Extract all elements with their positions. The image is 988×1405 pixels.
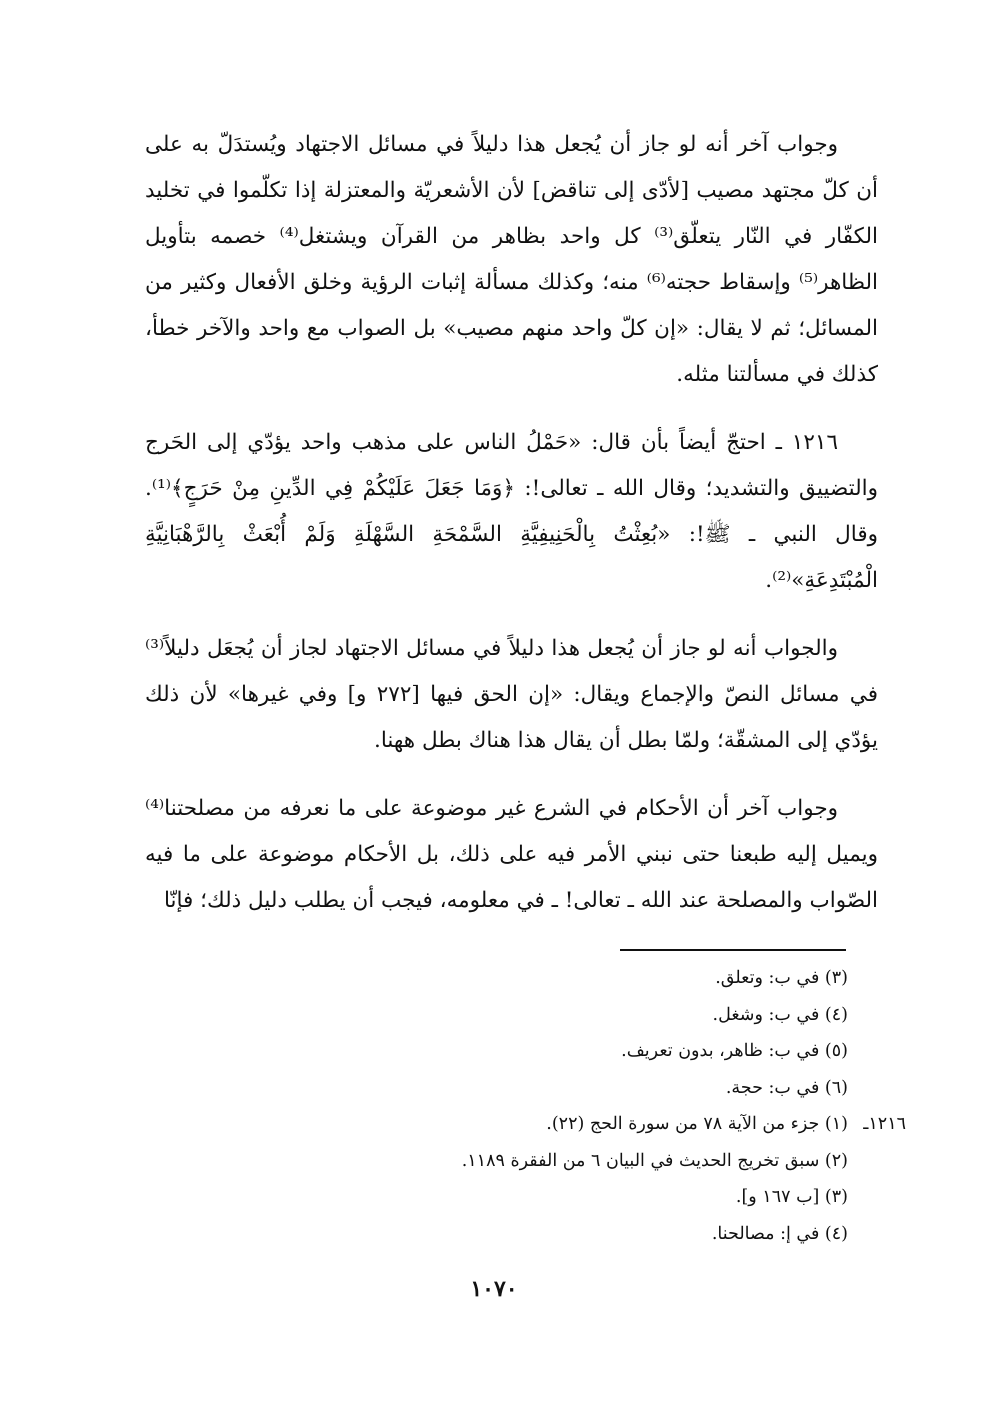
footnote-item: (٤) في ب: وشغل. xyxy=(712,1004,848,1025)
paragraph-3-text: والجواب أنه لو جاز أن يُجعل هذا دليلاً في مسائل الاجتهاد لجاز أن يُجعَل دليلاً⁽³⁾ في مسائل النصّ والإجماع ويقال: «إن الحق فيها [٢٧٢ و] وفي غيرها» لأن ذلك يؤدّي إلى المشقّة؛ ولمّا بطل أن يقال هذا هناك بطل ههنا. xyxy=(145,636,878,753)
footnote-item: (٦) في ب: حجة. xyxy=(725,1077,848,1098)
footnote-group-label: ١٢١٦ـ xyxy=(863,1114,906,1134)
footnote-item xyxy=(180,1106,906,1143)
paragraph-4 xyxy=(145,786,878,924)
paragraph-1 xyxy=(145,122,878,398)
footnote-item: (٥) في ب: ظاهر، بدون تعريف. xyxy=(621,1041,848,1061)
paragraph-2-text: ١٢١٦ ـ احتجّ أيضاً بأن قال: «حَمْلُ الناس على مذهب واحد يؤدّي إلى الحَرج والتضييق والتشديد؛ وقال الله ـ تعالى!: ﴿وَمَا جَعَلَ عَلَيْكُمْ فِي الدِّينِ مِنْ حَرَجٍ﴾⁽¹⁾. وقال النبي ـ ﷺ!: «بُعِثْتُ بِالْحَنِيفِيَّةِ السَّمْحَةِ السَّهْلَةِ وَلَمْ أُبْعَثْ بِالرَّهْبَانِيَّةِ الْمُبْتَدِعَةِ»⁽²⁾. xyxy=(145,430,878,593)
page-number: ١٠٧٠ xyxy=(470,1276,518,1302)
paragraph-4-text: وجواب آخر أن الأحكام في الشرع غير موضوعة على ما نعرفه من مصلحتنا⁽⁴⁾ ويميل إليه طبعنا حتى نبني الأمر فيه على ذلك، بل الأحكام موضوعة على ما فيه الصّواب والمصلحة عند الله ـ تعالى! ـ في معلومه، فيجب أن يطلب دليل ذلك؛ فإنّا xyxy=(145,796,878,913)
footnote-item-text: (١) جزء من الآية ٧٨ من سورة الحج (٢٢). xyxy=(546,1114,848,1134)
footnote-separator xyxy=(620,949,846,951)
footnote-item: (٣) في ب: وتعلق. xyxy=(715,968,848,988)
footnotes xyxy=(180,960,906,1252)
main-text xyxy=(145,122,878,946)
paragraph-1-text: وجواب آخر أنه لو جاز أن يُجعل هذا دليلاً في مسائل الاجتهاد ويُستدَلّ به على أن كلّ مجتهد مصيب [لأدّى إلى تناقض] لأن الأشعريّة والمعتزلة إذا تكلّموا في تخليد الكفّار في النّار يتعلّق⁽³⁾ كل واحد بظاهر من القرآن ويشتغل⁽⁴⁾ خصمه بتأويل الظاهر⁽⁵⁾ وإسقاط حجته⁽⁶⁾ منه؛ وكذلك مسألة إثبات الرؤية وخلق الأفعال وكثير من المسائل؛ ثم لا يقال: «إن كلّ واحد منهم مصيب» بل الصواب مع واحد والآخر خطأ، كذلك في مسألتنا مثله. xyxy=(145,132,879,387)
paragraph-2 xyxy=(145,420,878,604)
footnote-item: (٣) [ب ١٦٧ و]. xyxy=(735,1187,848,1207)
paragraph-3 xyxy=(145,626,878,764)
footnote-item: (٢) سبق تخريج الحديث في البيان ٦ من الفقرة ١١٨٩. xyxy=(461,1150,848,1171)
footnote-item: (٤) في إ: مصالحنا. xyxy=(711,1223,848,1244)
